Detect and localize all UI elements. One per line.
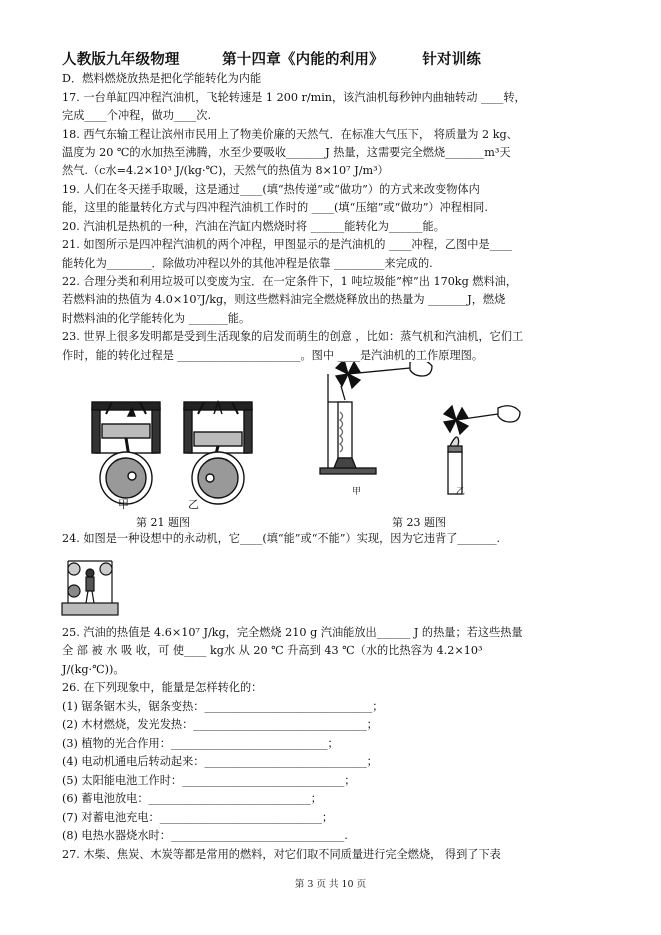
question-line: 温度为 20 ℃的水加热至沸腾，水至少要吸收_______J 热量，这需要完全燃烧_______m³天 <box>62 146 511 159</box>
engine-cylinder-b <box>184 402 252 504</box>
header-book-title: 人教版九年级物理 <box>62 52 180 68</box>
page-header <box>62 48 481 69</box>
question-line: 能，这里的能量转化方式与四冲程汽油机工作时的 ____(填“压缩”或“做功”）冲程相同. <box>62 201 488 214</box>
question-line: 完成____个冲程，做功____次. <box>62 109 211 122</box>
question-line: 19. 人们在冬天搓手取暖，这是通过____(填“热传递”或“做功”）的方式来改变物体内 <box>62 183 480 196</box>
question-line: 然气.（c水=4.2×10³ J/(kg·℃)，天然气的热值为 8×10⁷ J/m³） <box>62 164 389 177</box>
steam-apparatus <box>320 362 432 474</box>
question-line: (2) 木材燃烧，发光发热：_______________________________； <box>62 718 378 731</box>
fig21-label-b: 乙 <box>188 498 199 511</box>
question-line: (6) 蓄电池放电：_____________________________； <box>62 792 322 805</box>
question-line: 25. 汽油的热值是 4.6×10⁷ J/kg，完全燃烧 210 g 汽油能放出______ J 的热量；若这些热量 <box>62 626 523 639</box>
question-line: 时燃料油的化学能转化为 _______能。 <box>62 312 251 325</box>
fig21-engine-diagram <box>88 398 263 513</box>
fig21-label-a: 甲 <box>118 498 129 511</box>
fig23-caption: 第 23 题图 <box>392 516 446 529</box>
question-line: (5) 太阳能电池工作时：_____________________________； <box>62 774 356 787</box>
question-line: (3) 植物的光合作用：____________________________； <box>62 737 339 750</box>
fig21-caption: 第 21 题图 <box>136 516 190 529</box>
question-line: 17. 一台单缸四冲程汽油机，飞轮转速是 1 200 r/min，该汽油机每秒钟内曲轴转动 ____转， <box>62 91 526 104</box>
header-chapter-title: 第十四章《内能的利用》 <box>222 52 384 68</box>
question-line: 作时，能的转化过程是 ______________________。图中 ____是汽油机的工作原理图。 <box>62 349 484 362</box>
question-line: 21. 如图所示是四冲程汽油机的两个冲程，甲图显示的是汽油机的 ____冲程，乙图中是____ <box>62 238 513 251</box>
question-line: 24. 如图是一种设想中的永动机，它____(填“能”或“不能”）实现，因为它违背了_______. <box>62 532 501 545</box>
fig23-label-a: 甲 <box>352 487 362 497</box>
question-line: 20. 汽油机是热机的一种，汽油在汽缸内燃烧时将 ______能转化为______能。 <box>62 220 445 233</box>
question-line: (1) 锯条锯木头，锯条变热：______________________________； <box>62 700 384 713</box>
fig23-label-b: 乙 <box>456 487 466 497</box>
question-line: 27. 木柴、焦炭、木炭等都是常用的燃料，对它们取不同质量进行完全燃烧， 得到了下表 <box>62 848 501 861</box>
question-line: 能转化为________．除做功冲程以外的其他冲程是依靠 _________来完成的. <box>62 257 433 270</box>
header-section-title: 针对训练 <box>422 52 482 68</box>
engine-cylinder-a <box>92 402 160 504</box>
flame-apparatus <box>444 406 520 494</box>
question-line: 18. 西气东输工程让滨州市民用上了物美价廉的天然气．在标准大气压下， 将质量为 2 kg、 <box>62 128 518 141</box>
question-line: D．燃料燃烧放热是把化学能转化为内能 <box>62 72 262 85</box>
question-line: J/(kg·℃))。 <box>62 663 125 676</box>
fig23-pinwheel-diagram <box>318 362 533 502</box>
question-line: 若燃料油的热值为 4.0×10⁷J/kg，则这些燃料油完全燃烧释放出的热量为 _______J，燃烧 <box>62 293 506 306</box>
question-line: 全 部 被 水 吸 收，可 使____ kg水 从 20 ℃ 升高到 43 ℃（水的比热容为 4.2×10³ <box>62 644 483 657</box>
question-line: 23. 世界上很多发明都是受到生活现象的启发而萌生的创意 ，比如：蒸气机和汽油机，它们工 <box>62 330 524 343</box>
question-line: (7) 对蓄电池充电：_____________________________； <box>62 811 334 824</box>
fig24-perpetual-motion-diagram <box>60 555 120 617</box>
question-line: 22. 合理分类和利用垃圾可以变废为宝．在一定条件下，1 吨垃圾能”榨”出 170kg 燃料油， <box>62 275 518 288</box>
question-line: 26. 在下列现象中，能量是怎样转化的： <box>62 681 263 694</box>
page-footer: 第 3 页 共 10 页 <box>294 879 367 890</box>
question-line: (8) 电热水器烧水时：_______________________________. <box>62 829 348 842</box>
question-line: (4) 电动机通电后转动起来：_____________________________； <box>62 755 378 768</box>
